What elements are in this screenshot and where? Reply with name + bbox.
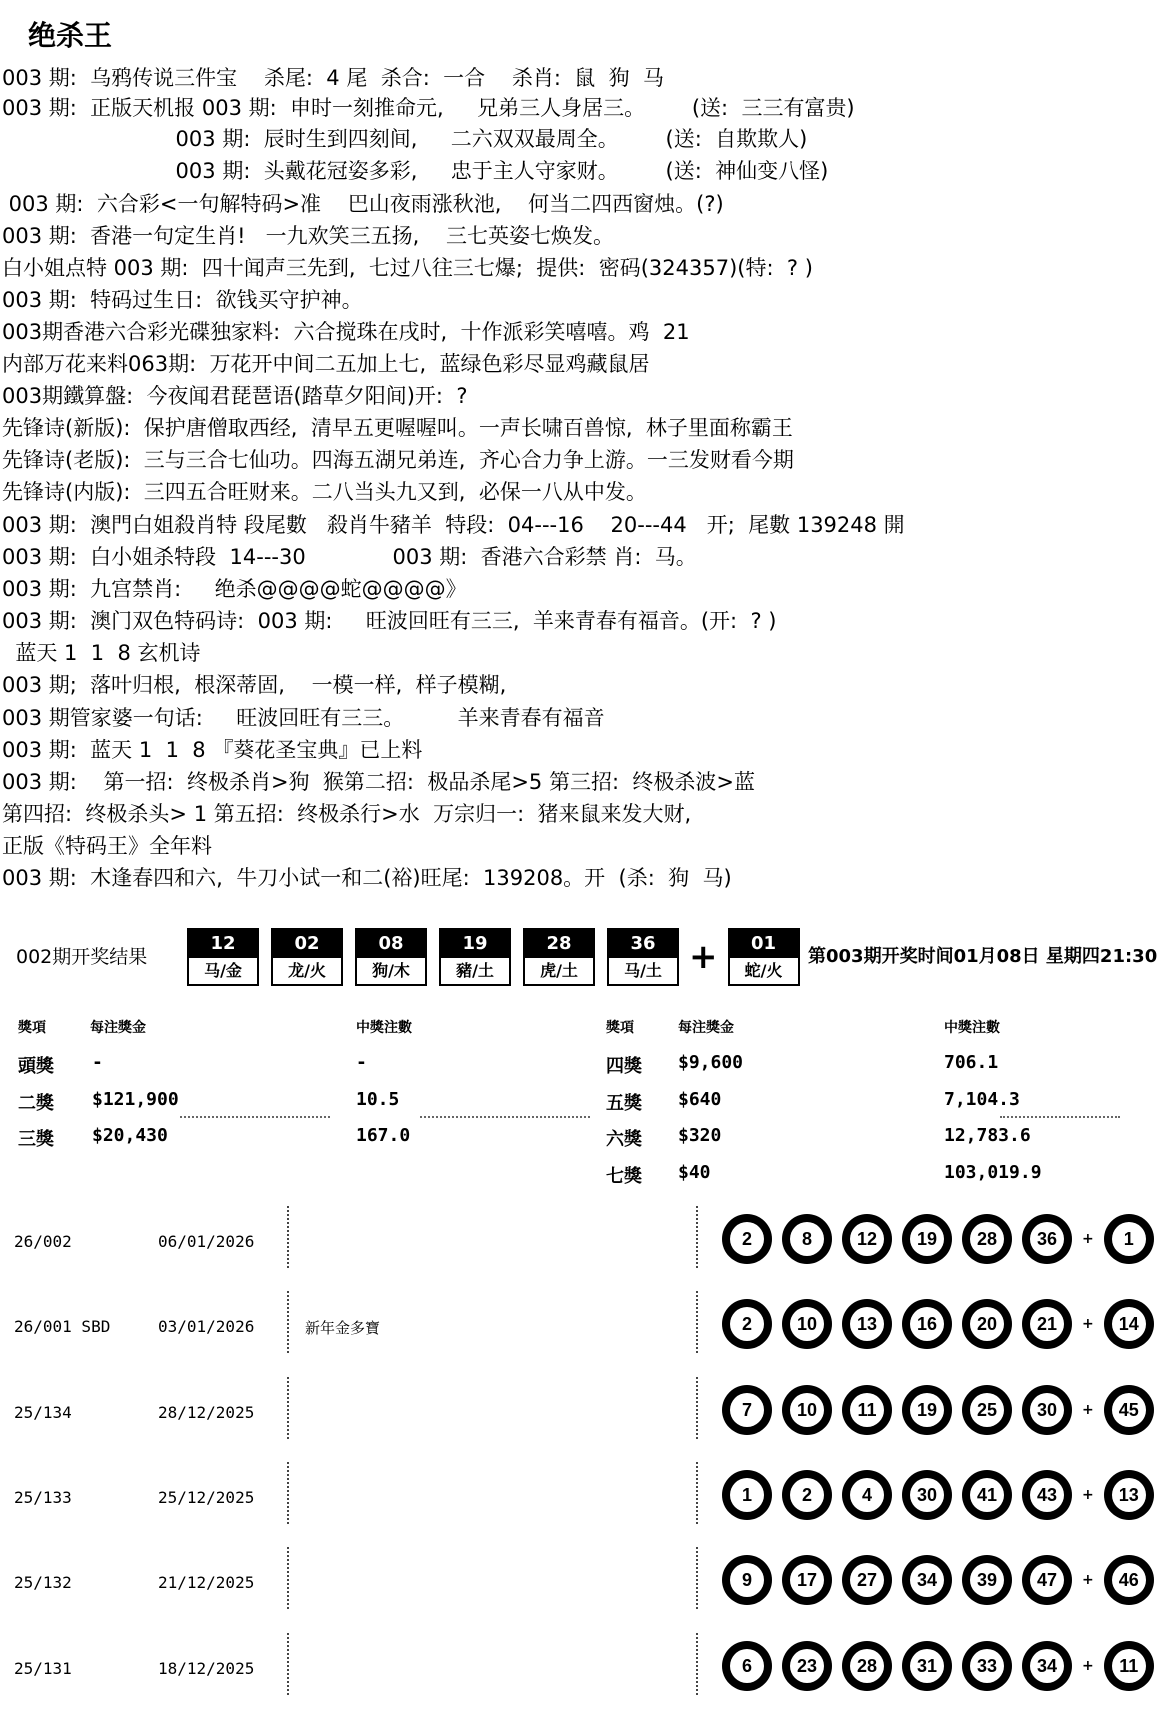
text-line: 003 期: 六合彩<一句解特码>准 巴山夜雨涨秋池, 何当二四西窗烛。(?)	[2, 192, 724, 216]
ball-number: 12	[850, 1222, 884, 1256]
draw-date: 03/01/2026	[158, 1317, 255, 1336]
divider	[696, 1462, 698, 1524]
ball-number: 11	[850, 1393, 884, 1427]
ball-number: 34	[910, 1563, 944, 1597]
number-ball	[1022, 1470, 1072, 1520]
number-ball	[782, 1555, 832, 1605]
text-line: 先锋诗(老版): 三与三合七仙功。四海五湖兄弟连, 齐心合力争上游。一三发财看今期	[2, 448, 794, 472]
ball-number: 7	[730, 1393, 764, 1427]
text-line: 003 期; 落叶归根, 根深蒂固, 一模一样, 样子模糊,	[2, 673, 507, 697]
next-draw-time: 第003期开奖时间01月08日 星期四21:30	[808, 946, 1158, 967]
draw-result-label: 002期开奖结果	[16, 946, 148, 968]
plus-sign: +	[1082, 1487, 1094, 1503]
number-ball	[842, 1555, 892, 1605]
text-line: 正版《特码王》全年料	[2, 834, 212, 858]
history-balls	[722, 1470, 1164, 1520]
text-line: 003 期: 香港一句定生肖! 一九欢笑三五扬, 三七英姿七焕发。	[2, 224, 615, 248]
number-ball	[782, 1641, 832, 1691]
text-line: 003 期: 澳門白姐殺肖特 段尾數 殺肖牛豬羊 特段: 04---16 20---44 开; 尾數 139248 開	[2, 513, 905, 537]
number-ball	[842, 1470, 892, 1520]
history-row	[0, 1371, 1176, 1455]
number-ball	[962, 1214, 1012, 1264]
number-ball	[902, 1214, 952, 1264]
prize-amount: $20,430	[92, 1125, 168, 1146]
prize-amount: $40	[678, 1162, 711, 1183]
ball-number: 2	[730, 1307, 764, 1341]
prize-name: 五獎	[606, 1093, 642, 1114]
ball-number: 19	[910, 1393, 944, 1427]
number-ball	[842, 1385, 892, 1435]
history-row	[0, 1627, 1176, 1711]
history-row	[0, 1285, 1176, 1369]
ball-number: 17	[790, 1563, 824, 1597]
number-ball	[1022, 1214, 1072, 1264]
number-ball	[722, 1641, 772, 1691]
text-line: 蓝天 1 1 8 玄机诗	[2, 641, 201, 665]
divider	[287, 1206, 289, 1268]
ball-number: 36	[1030, 1222, 1064, 1256]
number-ball	[1022, 1641, 1072, 1691]
divider	[420, 1116, 590, 1118]
ball-number: 10	[790, 1307, 824, 1341]
text-line: 内部万花来料063期: 万花开中间二五加上七, 蓝绿色彩尽显鸡藏鼠居	[2, 352, 650, 376]
number-ball	[902, 1299, 952, 1349]
draw-id: 25/132	[14, 1573, 72, 1592]
prize-count: 706.1	[944, 1052, 999, 1073]
ball-number: 41	[970, 1478, 1004, 1512]
ball-number: 27	[850, 1563, 884, 1597]
prize-header: 每注獎金	[90, 1020, 146, 1036]
draw-ball-zodiac: 蛇/火	[744, 961, 783, 980]
draw-id: 25/131	[14, 1659, 72, 1678]
text-line: 003期香港六合彩光碟独家料: 六合搅珠在戌时, 十作派彩笑嘻嘻。鸡 21	[2, 320, 690, 344]
draw-ball-zodiac: 豬/土	[456, 961, 494, 980]
prize-name: 六獎	[606, 1129, 642, 1150]
ball-number: 31	[910, 1649, 944, 1683]
divider	[696, 1291, 698, 1353]
number-ball	[722, 1555, 772, 1605]
ball-number: 45	[1112, 1393, 1146, 1427]
draw-date: 21/12/2025	[158, 1573, 255, 1592]
ball-number: 1	[1112, 1222, 1146, 1256]
draw-date: 28/12/2025	[158, 1403, 255, 1422]
number-ball	[842, 1214, 892, 1264]
number-ball	[962, 1299, 1012, 1349]
draw-ball	[607, 928, 679, 986]
prize-amount: $640	[678, 1089, 722, 1110]
divider	[1000, 1116, 1120, 1118]
draw-ball-zodiac: 狗/木	[372, 961, 410, 980]
number-ball	[782, 1470, 832, 1520]
number-ball	[722, 1385, 772, 1435]
number-ball	[722, 1299, 772, 1349]
draw-ball-zodiac: 马/金	[204, 961, 242, 980]
text-line: 白小姐点特 003 期: 四十闻声三先到, 七过八往三七爆; 提供: 密码(324357)(特: ? )	[2, 256, 813, 280]
text-line: 第四招: 终极杀头> 1 第五招: 终极杀行>水 万宗归一: 猪来鼠来发大财,	[2, 802, 692, 826]
divider	[180, 1116, 330, 1118]
special-ball	[1104, 1641, 1154, 1691]
divider	[696, 1633, 698, 1695]
ball-number: 16	[910, 1307, 944, 1341]
divider	[696, 1377, 698, 1439]
text-line: 003 期管家婆一句话: 旺波回旺有三三。 羊来青春有福音	[2, 706, 605, 730]
prize-header: 每注獎金	[678, 1020, 734, 1036]
ball-number: 33	[970, 1649, 1004, 1683]
history-balls	[722, 1641, 1164, 1691]
ball-number: 6	[730, 1649, 764, 1683]
divider	[696, 1206, 698, 1268]
history-row	[0, 1456, 1176, 1540]
history-row	[0, 1541, 1176, 1625]
number-ball	[1022, 1299, 1072, 1349]
history-row	[0, 1200, 1176, 1284]
number-ball	[902, 1385, 952, 1435]
ball-number: 11	[1112, 1649, 1146, 1683]
draw-ball	[187, 928, 259, 986]
number-ball	[962, 1470, 1012, 1520]
number-ball	[902, 1641, 952, 1691]
draw-ball-number: 12	[189, 930, 257, 958]
prize-count: 7,104.3	[944, 1089, 1020, 1110]
number-ball	[722, 1214, 772, 1264]
ball-number: 8	[790, 1222, 824, 1256]
ball-number: 28	[970, 1222, 1004, 1256]
draw-id: 25/133	[14, 1488, 72, 1507]
history-balls	[722, 1555, 1164, 1605]
prize-count: 12,783.6	[944, 1125, 1031, 1146]
ball-number: 46	[1112, 1563, 1146, 1597]
draw-ball	[439, 928, 511, 986]
history-balls	[722, 1385, 1164, 1435]
draw-ball	[271, 928, 343, 986]
ball-number: 2	[790, 1478, 824, 1512]
text-line: 003 期: 木逢春四和六, 牛刀小试一和二(裕)旺尾: 139208。开 (杀: 狗 马)	[2, 866, 732, 890]
draw-ball-number: 36	[609, 930, 677, 958]
prize-name: 七獎	[606, 1166, 642, 1187]
number-ball	[782, 1214, 832, 1264]
prize-header: 中獎注數	[944, 1020, 1000, 1036]
number-ball	[902, 1555, 952, 1605]
draw-date: 06/01/2026	[158, 1232, 255, 1251]
special-ball	[728, 928, 800, 986]
plus-sign: +	[1082, 1572, 1094, 1588]
ball-number: 9	[730, 1563, 764, 1597]
special-ball	[1104, 1214, 1154, 1264]
prize-name: 四獎	[606, 1056, 642, 1077]
prize-count: 103,019.9	[944, 1162, 1042, 1183]
ball-number: 30	[910, 1478, 944, 1512]
text-line: 003 期: 九宫禁肖: 绝杀@@@@蛇@@@@》	[2, 577, 467, 601]
text-line: 003 期: 正版天机报 003 期: 申时一刻推命元, 兄弟三人身居三。 (送: 三三有富贵)	[2, 96, 855, 120]
page-title: 绝杀王	[28, 19, 113, 52]
number-ball	[842, 1641, 892, 1691]
prize-header: 中獎注數	[356, 1020, 412, 1036]
text-line: 003 期: 第一招: 终极杀肖>狗 猴第二招: 极品杀尾>5 第三招: 终极杀波>蓝	[2, 770, 755, 794]
text-line: 003期鐵算盤: 今夜闻君琵琶语(踏草夕阳间)开: ?	[2, 384, 468, 408]
text-line: 003 期: 白小姐杀特段 14---30 003 期: 香港六合彩禁 肖: 马。	[2, 545, 697, 569]
ball-number: 43	[1030, 1478, 1064, 1512]
draw-id: 26/002	[14, 1232, 72, 1251]
number-ball	[962, 1641, 1012, 1691]
prize-count: -	[356, 1052, 367, 1073]
draw-id: 25/134	[14, 1403, 72, 1422]
text-line: 003 期: 辰时生到四刻间, 二六双双最周全。 (送: 自欺欺人)	[2, 127, 808, 151]
draw-ball-zodiac: 马/土	[624, 961, 662, 980]
divider	[287, 1633, 289, 1695]
number-ball	[962, 1385, 1012, 1435]
ball-number: 25	[970, 1393, 1004, 1427]
prize-count: 10.5	[356, 1089, 400, 1110]
plus-sign: +	[689, 937, 718, 977]
ball-number: 34	[1030, 1649, 1064, 1683]
ball-number: 13	[850, 1307, 884, 1341]
draw-ball	[523, 928, 595, 986]
ball-number: 19	[910, 1222, 944, 1256]
number-ball	[1022, 1555, 1072, 1605]
ball-number: 23	[790, 1649, 824, 1683]
text-line: 003 期: 乌鸦传说三件宝 杀尾: 4 尾 杀合: 一合 杀肖: 鼠 狗 马	[2, 66, 664, 90]
ball-number: 30	[1030, 1393, 1064, 1427]
draw-note: 新年金多寶	[305, 1319, 381, 1337]
special-ball	[1104, 1385, 1154, 1435]
history-balls	[722, 1214, 1164, 1264]
text-line: 003 期: 蓝天 1 1 8 『葵花圣宝典』已上料	[2, 738, 423, 762]
ball-number: 13	[1112, 1478, 1146, 1512]
text-line: 先锋诗(新版): 保护唐僧取西经, 清早五更喔喔叫。一声长啸百兽惊, 林子里面称霸王	[2, 416, 793, 440]
text-line: 003 期: 特码过生日: 欲钱买守护神。	[2, 288, 363, 312]
draw-ball	[355, 928, 427, 986]
ball-number: 4	[850, 1478, 884, 1512]
prize-amount: $9,600	[678, 1052, 744, 1073]
prize-name: 頭獎	[18, 1056, 54, 1077]
ball-number: 20	[970, 1307, 1004, 1341]
ball-number: 47	[1030, 1563, 1064, 1597]
draw-ball-zodiac: 虎/土	[540, 961, 578, 980]
divider	[287, 1377, 289, 1439]
draw-id: 26/001 SBD	[14, 1317, 111, 1336]
draw-ball-number: 28	[525, 930, 593, 958]
draw-date: 25/12/2025	[158, 1488, 255, 1507]
ball-number: 2	[730, 1222, 764, 1256]
draw-ball-number: 01	[730, 930, 798, 958]
divider	[287, 1547, 289, 1609]
number-ball	[1022, 1385, 1072, 1435]
draw-ball-number: 02	[273, 930, 341, 958]
special-ball	[1104, 1555, 1154, 1605]
draw-ball-zodiac: 龙/火	[288, 961, 326, 980]
draw-ball-number: 08	[357, 930, 425, 958]
number-ball	[842, 1299, 892, 1349]
prize-header: 獎項	[18, 1020, 46, 1036]
prize-amount: -	[92, 1052, 103, 1073]
draw-date: 18/12/2025	[158, 1659, 255, 1678]
ball-number: 21	[1030, 1307, 1064, 1341]
text-line: 003 期: 头戴花冠姿多彩, 忠于主人守家财。 (送: 神仙变八怪)	[2, 159, 829, 183]
special-ball	[1104, 1299, 1154, 1349]
divider	[696, 1547, 698, 1609]
special-ball	[1104, 1470, 1154, 1520]
prize-amount: $320	[678, 1125, 722, 1146]
history-balls	[722, 1299, 1164, 1349]
number-ball	[782, 1385, 832, 1435]
plus-sign: +	[1082, 1402, 1094, 1418]
divider	[287, 1291, 289, 1353]
number-ball	[902, 1470, 952, 1520]
plus-sign: +	[1082, 1231, 1094, 1247]
ball-number: 10	[790, 1393, 824, 1427]
ball-number: 1	[730, 1478, 764, 1512]
ball-number: 28	[850, 1649, 884, 1683]
prize-count: 167.0	[356, 1125, 411, 1146]
plus-sign: +	[1082, 1316, 1094, 1332]
plus-sign: +	[1082, 1658, 1094, 1674]
prize-header: 獎項	[606, 1020, 634, 1036]
draw-ball-number: 19	[441, 930, 509, 958]
number-ball	[782, 1299, 832, 1349]
number-ball	[722, 1470, 772, 1520]
ball-number: 39	[970, 1563, 1004, 1597]
prize-name: 三獎	[18, 1129, 54, 1150]
prize-amount: $121,900	[92, 1089, 179, 1110]
number-ball	[962, 1555, 1012, 1605]
prize-name: 二獎	[18, 1093, 54, 1114]
draw-numbers	[187, 928, 812, 986]
ball-number: 14	[1112, 1307, 1146, 1341]
text-line: 先锋诗(内版): 三四五合旺财来。二八当头九又到, 必保一八从中发。	[2, 480, 647, 504]
text-line: 003 期: 澳门双色特码诗: 003 期: 旺波回旺有三三, 羊来青春有福音。(开: ? )	[2, 609, 777, 633]
divider	[287, 1462, 289, 1524]
